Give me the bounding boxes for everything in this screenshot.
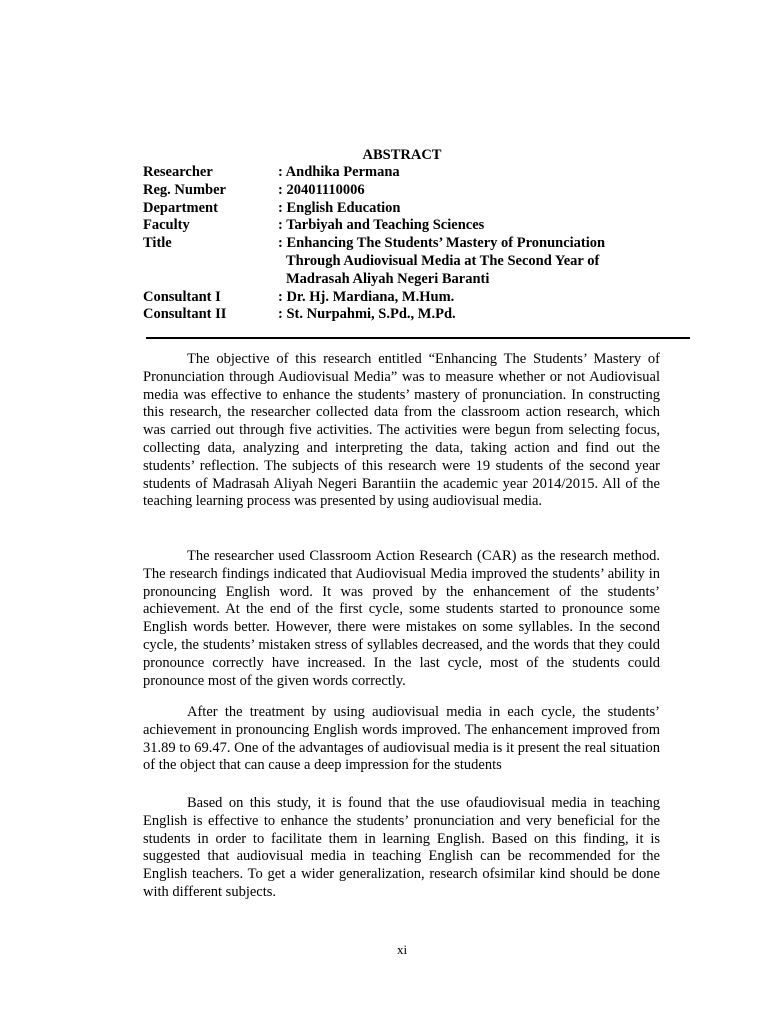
- thesis-title-line-1: : Enhancing The Students’ Mastery of Pronunciation: [278, 235, 606, 252]
- thesis-title-line-2: Through Audiovisual Media at The Second Year of: [286, 252, 600, 269]
- abstract-paragraph-2: [143, 548, 660, 690]
- paragraph-text: After the treatment by using audiovisual media in each cycle, the students’ achievement in pronouncing English words improved. The enhancement improved from 31.89 to 69.47. One of the advantages of audiovisual media is it present the real situation of the object that can cause a deep impression for the students: [143, 704, 660, 774]
- metadata-label: Department: [143, 199, 218, 216]
- page-number: xi: [396, 942, 408, 957]
- abstract-paragraph-4: [143, 795, 660, 902]
- paragraph-text: Based on this study, it is found that the use ofaudiovisual media in teaching English is effective to enhance the students’ pronunciation and very beneficial for the students in order to facilitate them in learning English. Based on this finding, it is suggested that audiovisual media in teaching English can be recommended for the English teachers. To get a wider generalization, research ofsimilar kind should be done with different subjects.: [143, 795, 660, 900]
- metadata-value: : 20401110006: [278, 181, 365, 198]
- horizontal-divider: [146, 337, 690, 339]
- thesis-title-line-3: Madrasah Aliyah Negeri Baranti: [286, 270, 490, 287]
- abstract-paragraph-1: [143, 351, 660, 511]
- metadata-row-title: [143, 235, 703, 288]
- metadata-label: Consultant I: [143, 288, 221, 305]
- metadata-value-title: [278, 235, 703, 288]
- paragraph-text: The objective of this research entitled “Enhancing The Students’ Mastery of Pronunciation through Audiovisual Media” was to measure whether or not Audiovisual media was effective to enhance the students’ mastery of pronunciation. In constructing this research, the researcher collected data from the classroom action research, which was carried out through five activities. The activities were begun from selecting focus, collecting data, analyzing and interpreting the data, taking action and find out the students’ reflection. The subjects of this research were 19 students of the second year students of Madrasah Aliyah Negeri Barantiin the academic year 2014/2015. All of the teaching learning process was presented by using audiovisual media.: [143, 351, 660, 510]
- metadata-block: [143, 164, 703, 324]
- paragraph-text: The researcher used Classroom Action Research (CAR) as the research method. The research findings indicated that Audiovisual Media improved the students’ ability in pronouncing English word. It was proved by the enhancement of the students’ achievement. At the end of the first cycle, some students started to pronounce some English words better. However, there were mistakes on some syllables. In the second cycle, the students’ mistaken stress of syllables decreased, and the words that they could pronounce correctly have increased. In the last cycle, most of the students could pronounce most of the given words correctly.: [143, 548, 660, 689]
- metadata-value: : Tarbiyah and Teaching Sciences: [278, 217, 485, 234]
- abstract-title: ABSTRACT: [362, 147, 442, 163]
- metadata-label: Title: [143, 235, 172, 252]
- metadata-row-department: [143, 200, 703, 218]
- metadata-row-consultant-2: [143, 306, 703, 324]
- metadata-label: Reg. Number: [143, 181, 226, 198]
- metadata-label: Faculty: [143, 217, 190, 234]
- metadata-value: : St. Nurpahmi, S.Pd., M.Pd.: [278, 306, 456, 323]
- abstract-paragraph-3: [143, 704, 660, 775]
- metadata-row-researcher: [143, 164, 703, 182]
- metadata-value: : Dr. Hj. Mardiana, M.Hum.: [278, 288, 455, 305]
- metadata-row-reg-number: [143, 182, 703, 200]
- metadata-label: Consultant II: [143, 306, 227, 323]
- metadata-row-faculty: [143, 217, 703, 235]
- metadata-value: : English Education: [278, 199, 401, 216]
- metadata-row-consultant-1: [143, 289, 703, 307]
- metadata-value: : Andhika Permana: [278, 164, 400, 180]
- metadata-label: Researcher: [143, 164, 213, 180]
